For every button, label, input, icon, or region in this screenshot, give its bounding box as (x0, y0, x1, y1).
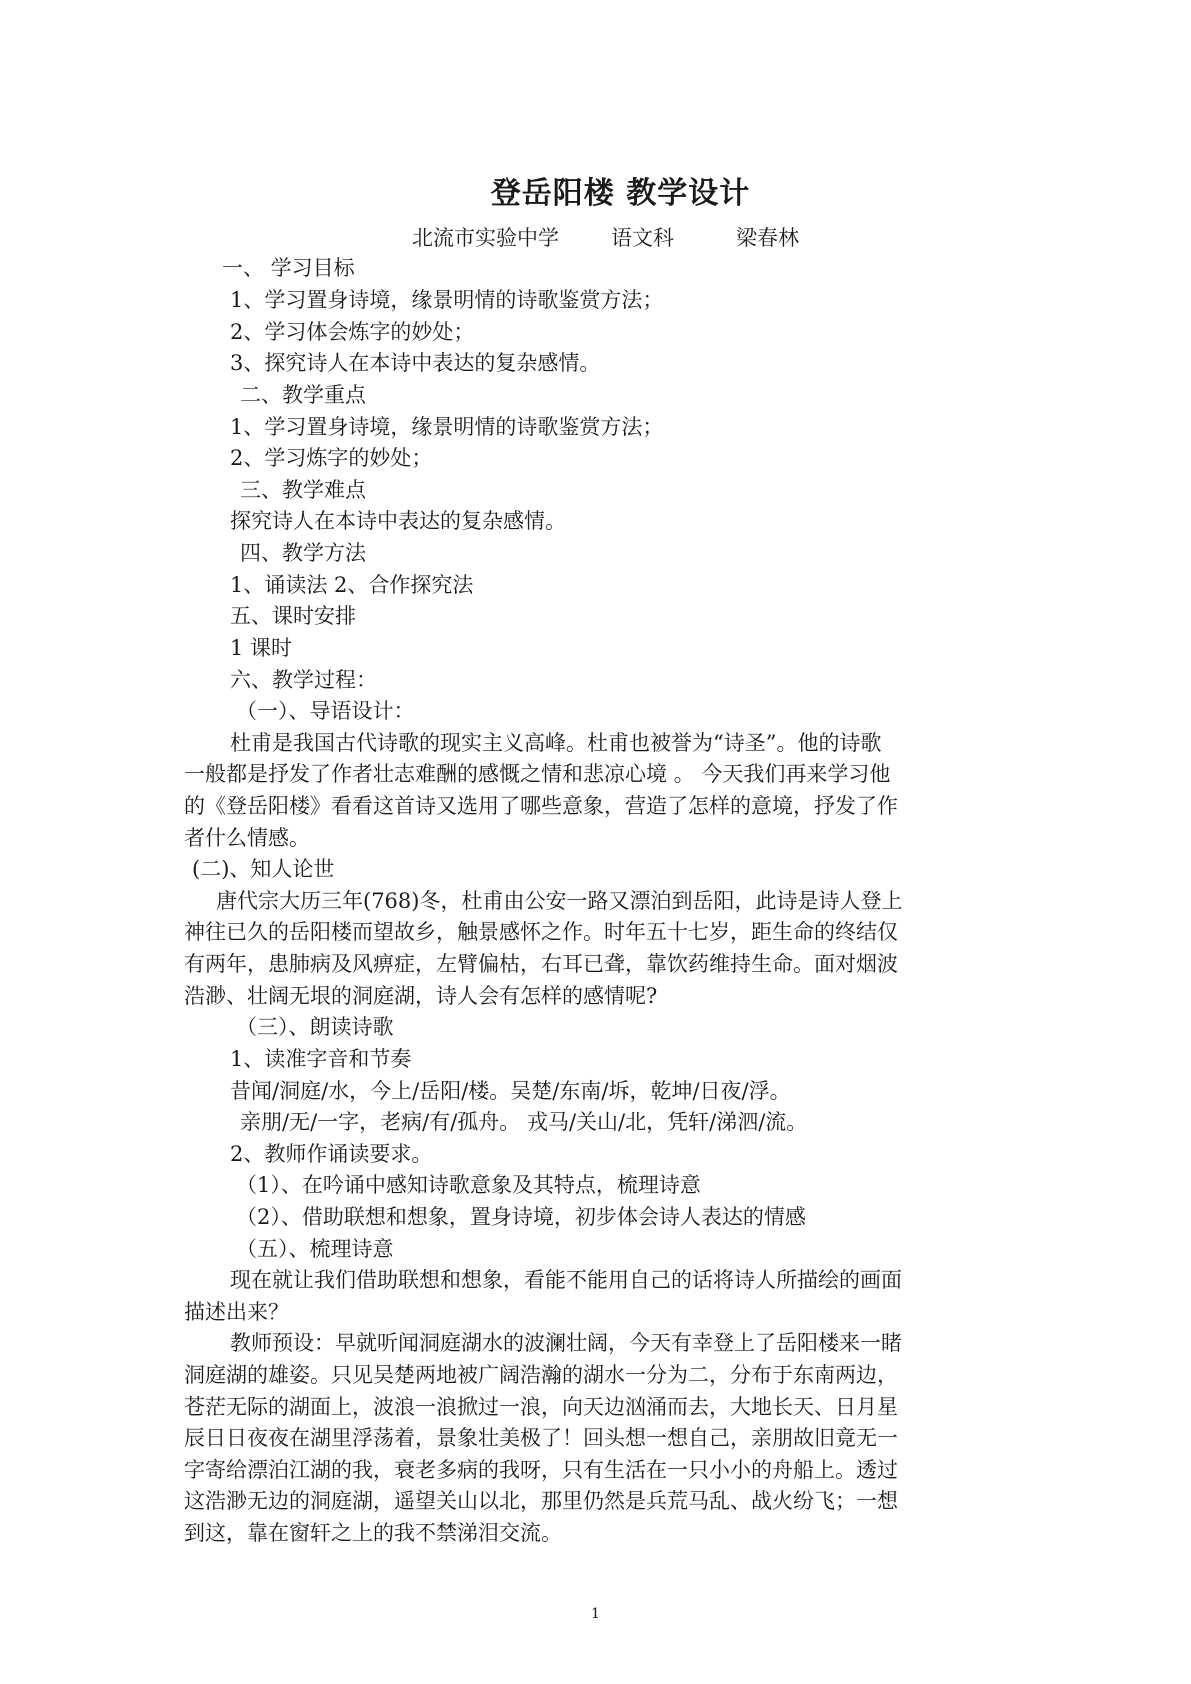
paragraph-line: 一般都是抒发了作者壮志难酬的感慨之情和悲凉心境 。 今天我们再来学习他 (184, 762, 891, 786)
subsection-heading: （五）、梳理诗意 (236, 1237, 394, 1261)
text-line: 3、探究诗人在本诗中表达的复杂感情。 (230, 351, 601, 375)
paragraph-line: 有两年，患肺病及风痹症，左臂偏枯，右耳已聋，靠饮药维持生命。面对烟波 (184, 952, 898, 976)
paragraph-line: 洞庭湖的雄姿。只见吴楚两地被广阔浩瀚的湖水一分为二，分布于东南两边， (184, 1363, 898, 1387)
section-heading-objectives: 一、 学习目标 (222, 256, 355, 280)
paragraph-line: 浩渺、壮阔无垠的洞庭湖，诗人会有怎样的感情呢? (184, 984, 658, 1008)
paragraph-line: 字寄给漂泊江湖的我，衰老多病的我呀，只有生活在一只小小的舟船上。透过 (184, 1458, 898, 1482)
section-heading-key-points: 二、教学重点 (240, 383, 366, 407)
subsection-heading: （三）、朗读诗歌 (236, 1015, 394, 1039)
text-line: 1、学习置身诗境，缘景明情的诗歌鉴赏方法； (230, 288, 664, 312)
poem-line: 昔闻/洞庭/水，今上/岳阳/楼。吴楚/东南/坼，乾坤/日夜/浮。 (230, 1079, 791, 1103)
byline (412, 222, 799, 252)
school-name: 北流市实验中学 (412, 226, 559, 250)
paragraph-line: 描述出来？ (184, 1300, 289, 1324)
document-title: 登岳阳楼 教学设计 (490, 176, 751, 211)
paragraph-line: 者什么情感。 (184, 826, 310, 850)
poem-line: 亲朋/无/一字，老病/有/孤舟。 戎马/关山/北，凭轩/涕泗/流。 (240, 1110, 808, 1134)
subsection-heading: （一）、导语设计： (236, 699, 415, 723)
section-heading-process: 六、教学过程： (230, 668, 377, 692)
section-heading-schedule: 五、课时安排 (230, 604, 356, 628)
paragraph-line: 教师预设：早就听闻洞庭湖水的波澜壮阔，今天有幸登上了岳阳楼来一睹 (230, 1331, 902, 1355)
paragraph-line: 的《登岳阳楼》看看这首诗又选用了哪些意象，营造了怎样的意境，抒发了作 (184, 794, 898, 818)
paragraph-line: 杜甫是我国古代诗歌的现实主义高峰。杜甫也被誉为“诗圣”。他的诗歌 (230, 731, 882, 755)
paragraph-line: 辰日日夜夜在湖里浮荡着，景象壮美极了！回头想一想自己，亲朋故旧竟无一 (184, 1426, 898, 1450)
text-line: 1、学习置身诗境，缘景明情的诗歌鉴赏方法； (230, 415, 664, 439)
text-line: （1）、在吟诵中感知诗歌意象及其特点，梳理诗意 (236, 1173, 701, 1197)
section-heading-methods: 四、教学方法 (240, 541, 366, 565)
text-line: （2）、借助联想和想象，置身诗境，初步体会诗人表达的情感 (236, 1205, 806, 1229)
paragraph-line: 这浩渺无边的洞庭湖，遥望关山以北，那里仍然是兵荒马乱、战火纷飞；一想 (184, 1489, 898, 1513)
paragraph-line: 唐代宗大历三年(768)冬，杜甫由公安一路又漂泊到岳阳，此诗是诗人登上 (216, 889, 903, 913)
text-line: 1、诵读法 2、合作探究法 (230, 573, 474, 597)
text-line: 1 课时 (230, 636, 293, 660)
paragraph-line: 神往已久的岳阳楼而望故乡，触景感怀之作。时年五十七岁，距生命的终结仅 (184, 920, 898, 944)
section-heading-difficulties: 三、教学难点 (240, 478, 366, 502)
subsection-heading: (二)、知人论世 (192, 857, 335, 881)
page-number: 1 (591, 1606, 600, 1622)
paragraph-line: 现在就让我们借助联想和想象，看能不能用自己的话将诗人所描绘的画面 (230, 1268, 902, 1292)
paragraph-line: 到这，靠在窗轩之上的我不禁涕泪交流。 (184, 1521, 562, 1545)
author-name: 梁春林 (736, 226, 799, 250)
subject-name: 语文科 (611, 226, 674, 250)
text-line: 2、学习炼字的妙处； (230, 446, 433, 470)
paragraph-line: 苍茫无际的湖面上，波浪一浪掀过一浪，向天边汹涌而去，大地长天、日月星 (184, 1395, 898, 1419)
text-line: 2、教师作诵读要求。 (230, 1142, 433, 1166)
text-line: 2、学习体会炼字的妙处； (230, 320, 475, 344)
text-line: 1、读准字音和节奏 (230, 1047, 412, 1071)
text-line: 探究诗人在本诗中表达的复杂感情。 (230, 509, 566, 533)
